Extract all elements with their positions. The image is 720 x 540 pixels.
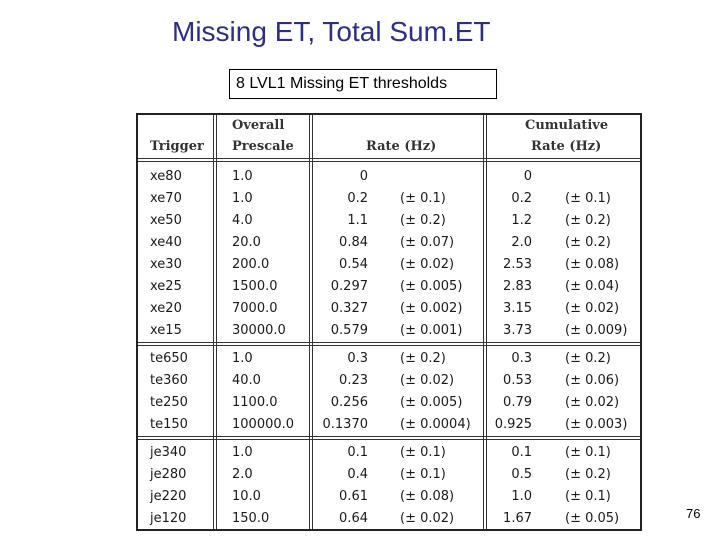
table-row <box>138 417 640 439</box>
prescale-cell: 200.0 <box>232 257 270 272</box>
trigger-cell: xe50 <box>150 213 182 228</box>
cumulative-error-cell: (± 0.003) <box>565 417 628 432</box>
trigger-cell: je340 <box>150 445 187 460</box>
header-trigger: Trigger <box>150 139 204 154</box>
prescale-cell: 1100.0 <box>232 395 278 410</box>
trigger-cell: te150 <box>150 417 188 432</box>
table-row <box>138 351 640 373</box>
trigger-cell: je280 <box>150 467 187 482</box>
table-row <box>138 169 640 191</box>
rate-error-cell: (± 0.02) <box>400 257 455 272</box>
page-number: 76 <box>686 506 701 521</box>
cumulative-error-cell: (± 0.06) <box>565 373 620 388</box>
trigger-cell: je120 <box>150 511 187 526</box>
rate-error-cell: (± 0.005) <box>400 279 463 294</box>
rate-error-cell: (± 0.1) <box>400 191 446 206</box>
table-row <box>138 373 640 395</box>
prescale-cell: 7000.0 <box>232 301 278 316</box>
prescale-cell: 1.0 <box>232 445 253 460</box>
table-row <box>138 279 640 301</box>
rate-error-cell: (± 0.07) <box>400 235 455 250</box>
cumulative-error-cell: (± 0.04) <box>565 279 620 294</box>
table-row <box>138 213 640 235</box>
table-row <box>138 235 640 257</box>
prescale-cell: 2.0 <box>232 467 253 482</box>
header-cumulative-rate: Rate (Hz) <box>531 139 602 154</box>
prescale-cell: 40.0 <box>232 373 261 388</box>
cumulative-error-cell: (± 0.1) <box>565 191 611 206</box>
trigger-cell: te360 <box>150 373 188 388</box>
prescale-cell: 1.0 <box>232 191 253 206</box>
trigger-cell: te250 <box>150 395 188 410</box>
rate-error-cell: (± 0.1) <box>400 467 446 482</box>
table-row <box>138 301 640 323</box>
rate-cell: 0.1 <box>347 445 368 460</box>
rate-cell: 0.2 <box>347 191 368 206</box>
rate-cell: 0.23 <box>339 373 368 388</box>
cumulative-error-cell: (± 0.009) <box>565 323 628 338</box>
slide-title: Missing ET, Total Sum.ET <box>172 16 491 47</box>
cumulative-rate-cell: 0.1 <box>511 445 532 460</box>
cumulative-rate-cell: 2.53 <box>503 257 532 272</box>
cumulative-rate-cell: 0.925 <box>494 417 532 432</box>
table-row <box>138 191 640 213</box>
trigger-cell: xe30 <box>150 257 182 272</box>
rate-cell: 0.64 <box>339 511 368 526</box>
cumulative-rate-cell: 0.53 <box>503 373 532 388</box>
cumulative-rate-cell: 0.3 <box>511 351 532 366</box>
trigger-cell: xe40 <box>150 235 182 250</box>
cumulative-rate-cell: 2.83 <box>503 279 532 294</box>
header-rate: Rate (Hz) <box>366 139 437 154</box>
prescale-cell: 150.0 <box>232 511 270 526</box>
trigger-cell: xe80 <box>150 169 182 184</box>
trigger-cell: xe15 <box>150 323 182 338</box>
table-row <box>138 323 640 345</box>
prescale-cell: 100000.0 <box>232 417 295 432</box>
table-row <box>138 489 640 511</box>
cumulative-rate-cell: 1.0 <box>511 489 532 504</box>
header-divider <box>138 158 640 162</box>
cumulative-rate-cell: 0.79 <box>503 395 532 410</box>
rate-cell: 0.297 <box>330 279 368 294</box>
cumulative-error-cell: (± 0.05) <box>565 511 620 526</box>
cumulative-rate-cell: 1.67 <box>503 511 532 526</box>
table-row <box>138 467 640 489</box>
trigger-cell: je220 <box>150 489 187 504</box>
prescale-cell: 30000.0 <box>232 323 286 338</box>
prescale-cell: 10.0 <box>232 489 261 504</box>
table-row <box>138 445 640 467</box>
cumulative-rate-cell: 0.5 <box>511 467 532 482</box>
rate-cell: 0.84 <box>339 235 368 250</box>
prescale-cell: 1.0 <box>232 169 253 184</box>
cumulative-rate-cell: 2.0 <box>511 235 532 250</box>
rate-error-cell: (± 0.002) <box>400 301 463 316</box>
cumulative-error-cell: (± 0.2) <box>565 351 611 366</box>
cumulative-rate-cell: 3.73 <box>503 323 532 338</box>
rate-cell: 0.4 <box>347 467 368 482</box>
rate-cell: 0.256 <box>330 395 368 410</box>
table-row <box>138 511 640 533</box>
cumulative-error-cell: (± 0.2) <box>565 213 611 228</box>
rate-error-cell: (± 0.08) <box>400 489 455 504</box>
trigger-cell: xe70 <box>150 191 182 206</box>
cumulative-error-cell: (± 0.2) <box>565 235 611 250</box>
cumulative-rate-cell: 1.2 <box>511 213 532 228</box>
rate-error-cell: (± 0.1) <box>400 445 446 460</box>
cumulative-rate-cell: 0.2 <box>511 191 532 206</box>
prescale-cell: 1500.0 <box>232 279 278 294</box>
header-overall: Overall <box>232 118 285 133</box>
prescale-cell: 1.0 <box>232 351 253 366</box>
rate-cell: 0.61 <box>339 489 368 504</box>
subtitle-box: 8 LVL1 Missing ET thresholds <box>229 69 497 99</box>
trigger-rate-table <box>136 113 642 531</box>
cumulative-error-cell: (± 0.1) <box>565 489 611 504</box>
cumulative-error-cell: (± 0.02) <box>565 395 620 410</box>
header-prescale: Prescale <box>232 139 294 154</box>
rate-error-cell: (± 0.005) <box>400 395 463 410</box>
rate-cell: 0.1370 <box>322 417 368 432</box>
rate-cell: 1.1 <box>347 213 368 228</box>
header-cumulative: Cumulative <box>525 118 609 133</box>
rate-error-cell: (± 0.2) <box>400 351 446 366</box>
cumulative-rate-cell: 0 <box>523 169 532 184</box>
prescale-cell: 4.0 <box>232 213 253 228</box>
rate-cell: 0.327 <box>330 301 368 316</box>
prescale-cell: 20.0 <box>232 235 261 250</box>
rate-cell: 0.54 <box>339 257 368 272</box>
cumulative-error-cell: (± 0.2) <box>565 467 611 482</box>
trigger-cell: xe25 <box>150 279 182 294</box>
rate-error-cell: (± 0.001) <box>400 323 463 338</box>
rate-cell: 0.579 <box>330 323 368 338</box>
rate-error-cell: (± 0.0004) <box>400 417 471 432</box>
trigger-cell: te650 <box>150 351 188 366</box>
rate-cell: 0.3 <box>347 351 368 366</box>
rate-error-cell: (± 0.02) <box>400 511 455 526</box>
table-row <box>138 257 640 279</box>
cumulative-error-cell: (± 0.02) <box>565 301 620 316</box>
cumulative-error-cell: (± 0.08) <box>565 257 620 272</box>
cumulative-rate-cell: 3.15 <box>503 301 532 316</box>
rate-error-cell: (± 0.02) <box>400 373 455 388</box>
trigger-cell: xe20 <box>150 301 182 316</box>
cumulative-error-cell: (± 0.1) <box>565 445 611 460</box>
rate-cell: 0 <box>359 169 368 184</box>
table-row <box>138 395 640 417</box>
rate-error-cell: (± 0.2) <box>400 213 446 228</box>
